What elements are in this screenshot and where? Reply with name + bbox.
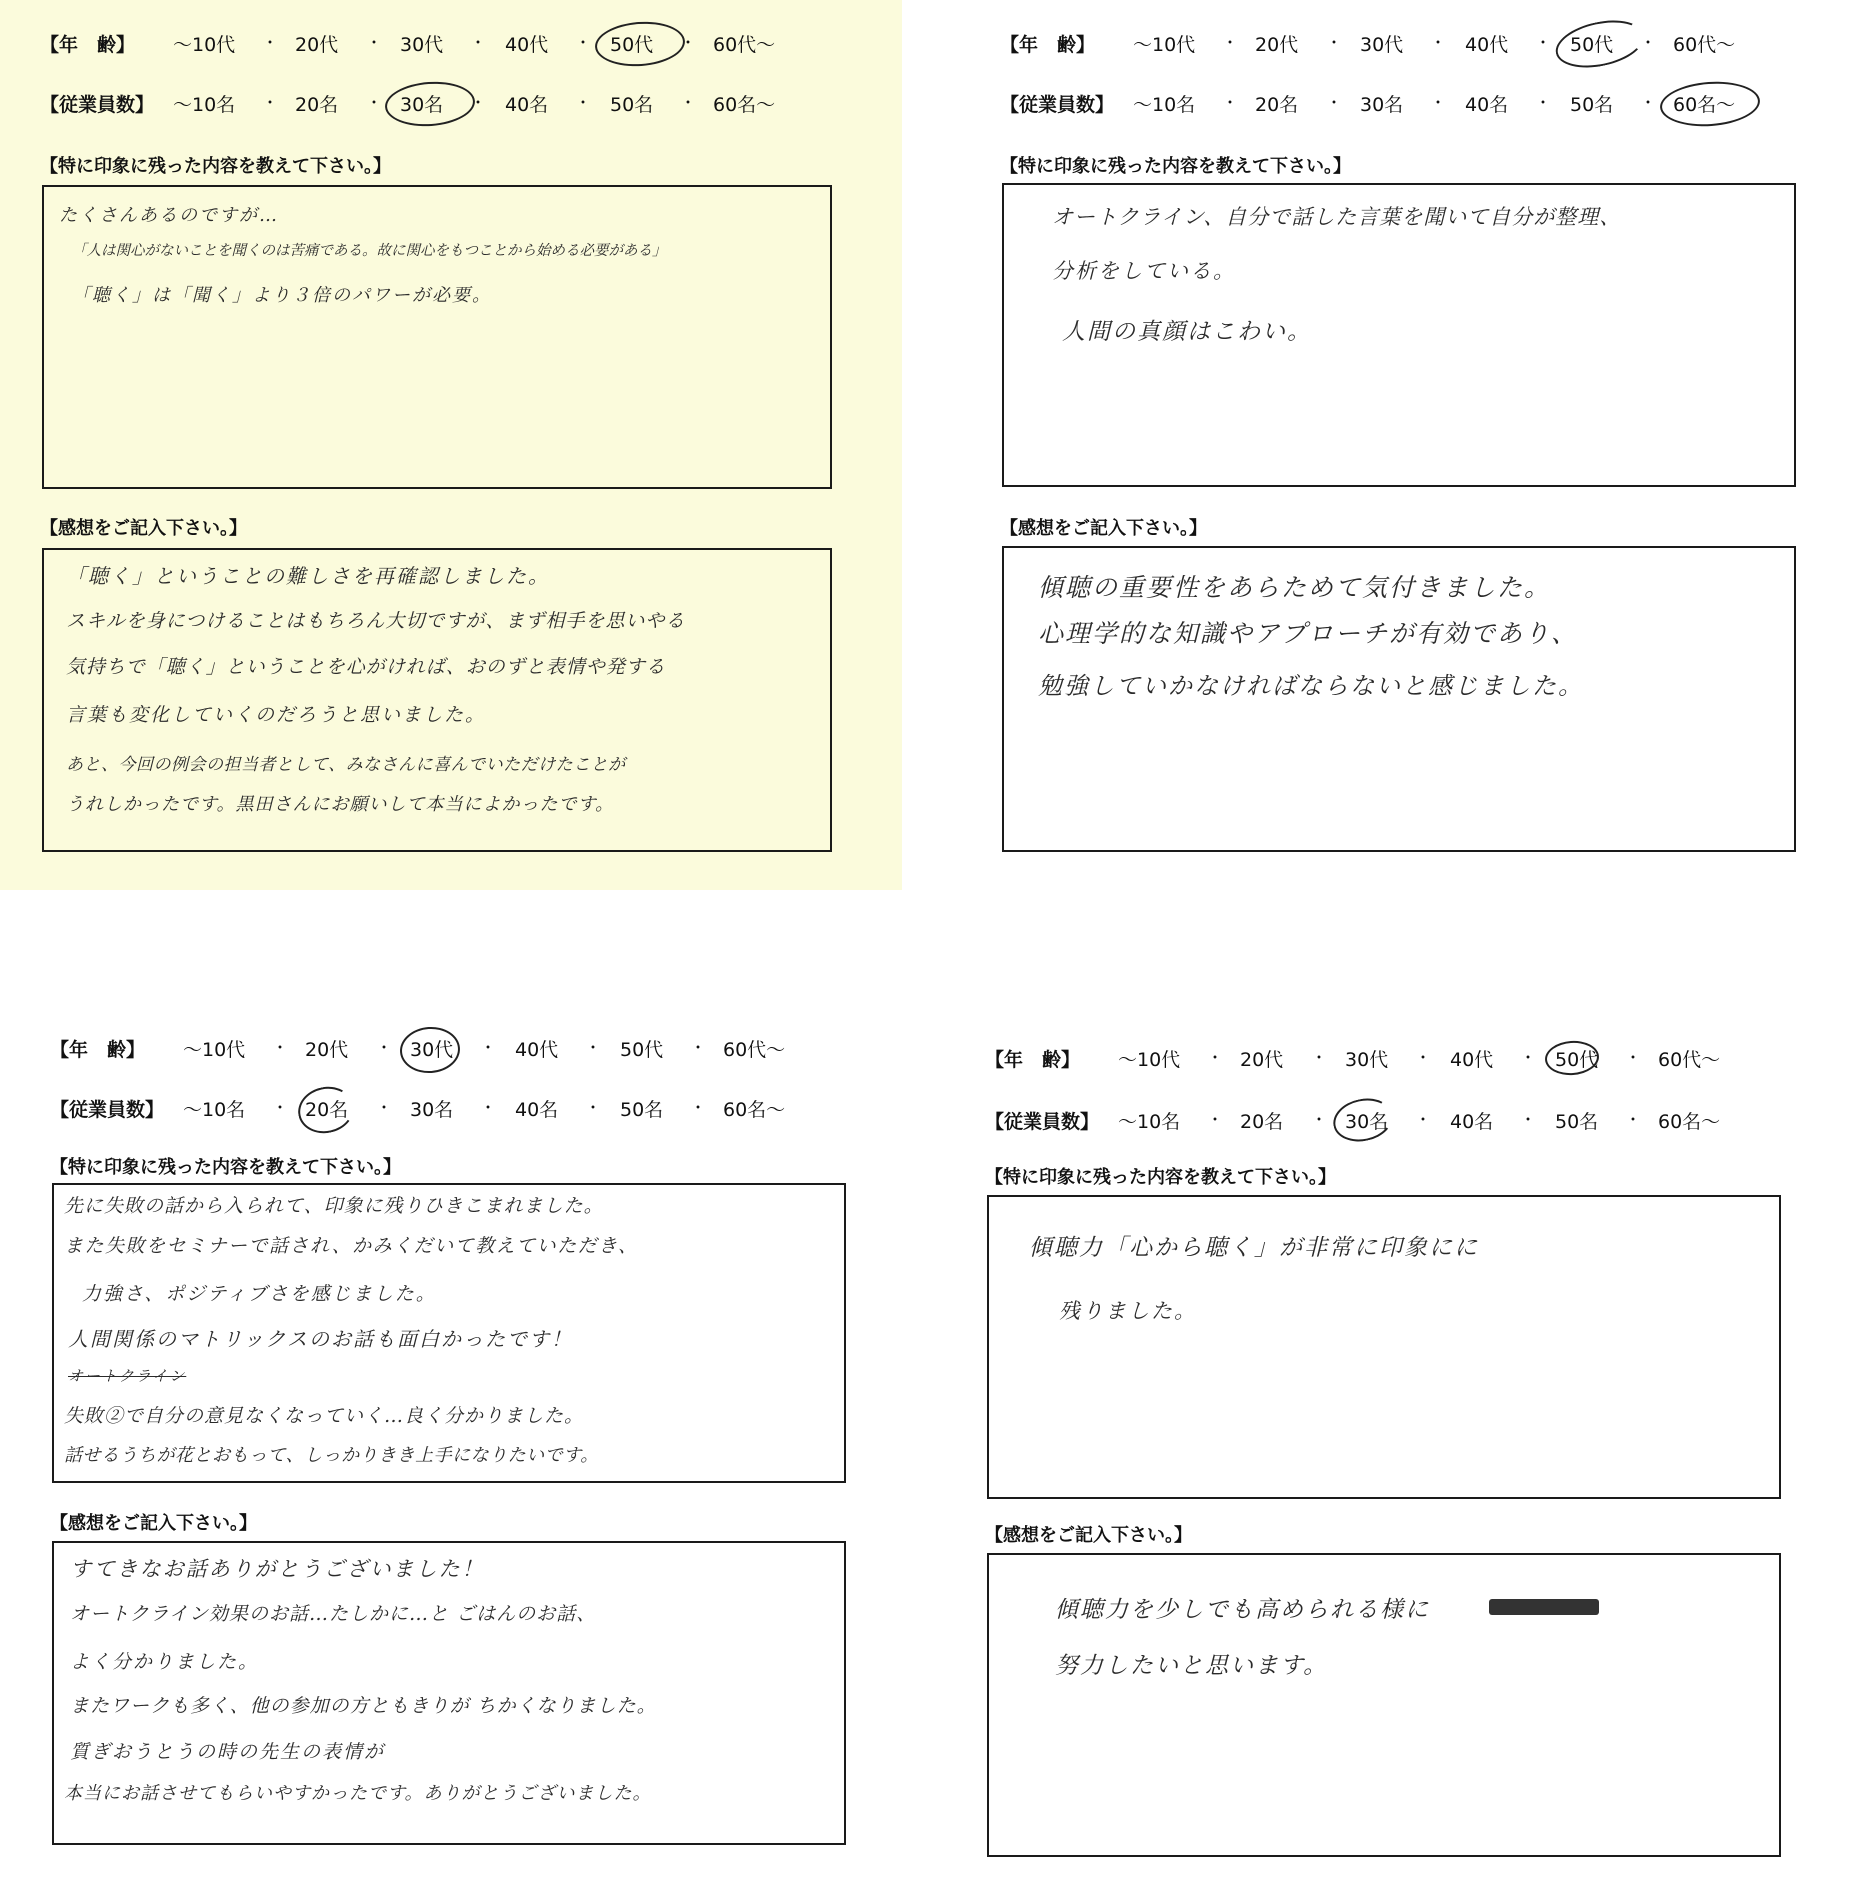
employees-option: 20名 [295,94,339,116]
age-option: 50代 [1570,34,1614,56]
survey-sheet-4 [955,1005,1868,1896]
separator-dot: ・ [1535,33,1552,52]
age-option: 30代 [400,34,444,56]
separator-dot: ・ [470,33,487,52]
selection-circle [294,1082,358,1139]
crossed-out-scribble [1489,1599,1599,1615]
employees-option: 20名 [1255,94,1299,116]
comment-heading: 【感想をご記入下さい。】 [985,1525,1192,1546]
employees-option: ～10名 [183,1099,246,1121]
separator-dot: ・ [1326,93,1343,112]
handwritten-line: 質ぎおうとうの時の先生の表情が [70,1741,386,1763]
separator-dot: ・ [1625,1048,1642,1067]
separator-dot: ・ [680,33,697,52]
employees-option: 40名 [515,1099,559,1121]
handwritten-line: 先に失敗の話から入られて、印象に残りひきこまれました。 [64,1195,604,1217]
selection-circle [1551,13,1648,75]
separator-dot: ・ [575,33,592,52]
age-label: 【年 齢】 [40,34,136,56]
impression-heading: 【特に印象に残った内容を教えて下さい。】 [985,1167,1336,1188]
employees-option: 20名 [1240,1111,1284,1133]
separator-dot: ・ [690,1038,707,1057]
employees-option: 60名～ [1673,94,1736,116]
separator-dot: ・ [366,33,383,52]
separator-dot: ・ [1326,33,1343,52]
survey-sheet-1 [0,0,902,890]
age-option: ～10代 [1133,34,1196,56]
comment-heading: 【感想をご記入下さい。】 [40,518,247,539]
comment-heading: 【感想をご記入下さい。】 [1000,518,1207,539]
handwritten-line: 心理学的な知識やアプローチが有効であり、 [1038,619,1579,648]
handwritten-line: 気持ちで「聴く」ということを心がければ、おのずと表情や発する [66,656,666,678]
separator-dot: ・ [376,1098,393,1117]
employees-option: 50名 [610,94,654,116]
age-label: 【年 齢】 [985,1049,1081,1071]
handwritten-line: たくさんあるのですが… [59,205,279,226]
separator-dot: ・ [262,33,279,52]
employees-label: 【従業員数】 [50,1099,165,1121]
handwritten-line: 傾聴の重要性をあらためて気付きました。 [1038,573,1552,602]
age-option: 50代 [610,34,654,56]
age-option: ～10代 [173,34,236,56]
separator-dot: ・ [1520,1110,1537,1129]
employees-option: 60名～ [713,94,776,116]
selection-circle [384,79,477,129]
handwritten-line: 人間関係のマトリックスのお話も面白かったです！ [68,1327,573,1351]
handwritten-line: また失敗をセミナーで話され、かみくだいて教えていただき、 [64,1235,639,1257]
employees-option: 30名 [1345,1111,1389,1133]
impression-box [52,1183,846,1483]
handwritten-line: 失敗②で自分の意見なくなっていく…良く分かりました。 [64,1405,585,1427]
age-option: 20代 [1240,1049,1284,1071]
handwritten-line: 残りました。 [1059,1299,1197,1323]
age-option: 60代～ [1673,34,1736,56]
survey-sheet-2 [960,0,1868,890]
employees-option: 50名 [1570,94,1614,116]
separator-dot: ・ [470,93,487,112]
age-row [40,22,902,62]
separator-dot: ・ [585,1038,602,1057]
comment-box [1002,546,1796,852]
selection-circle [1329,1093,1396,1147]
separator-dot: ・ [585,1098,602,1117]
separator-dot: ・ [1311,1048,1328,1067]
employees-option: 40名 [1465,94,1509,116]
handwritten-line: 勉強していかなければならないと感じました。 [1038,672,1584,700]
separator-dot: ・ [366,93,383,112]
separator-dot: ・ [1222,33,1239,52]
employees-row [50,1087,902,1127]
separator-dot: ・ [480,1098,497,1117]
age-label: 【年 齢】 [1000,34,1096,56]
separator-dot: ・ [680,93,697,112]
separator-dot: ・ [1415,1110,1432,1129]
age-row [1000,22,1868,62]
comment-box [42,548,832,852]
employees-label: 【従業員数】 [40,94,155,116]
separator-dot: ・ [1625,1110,1642,1129]
impression-heading: 【特に印象に残った内容を教えて下さい。】 [50,1157,401,1178]
age-option: 20代 [295,34,339,56]
separator-dot: ・ [1640,33,1657,52]
age-row [985,1037,1868,1077]
handwritten-line: 努力したいと思います。 [1055,1653,1329,1679]
separator-dot: ・ [1430,33,1447,52]
employees-option: 30名 [1360,94,1404,116]
handwritten-line: 傾聴力を少しでも高められる様に [1055,1597,1430,1623]
age-option: 40代 [515,1039,559,1061]
age-option: 20代 [1255,34,1299,56]
employees-option: 40名 [505,94,549,116]
employees-option: ～10名 [1133,94,1196,116]
employees-option: 20名 [305,1099,349,1121]
separator-dot: ・ [1207,1110,1224,1129]
employees-row [40,82,902,122]
age-option: 30代 [1345,1049,1389,1071]
handwritten-line: 人間の真顔はこわい。 [1062,319,1312,345]
handwritten-line: 「人は関心がないことを聞くのは苦痛である。故に関心をもつことから始める必要がある」 [72,243,667,259]
separator-dot: ・ [262,93,279,112]
age-option: 20代 [305,1039,349,1061]
handwritten-line: 話せるうちが花とおもって、しっかりきき上手になりたいです。 [64,1445,599,1466]
comment-heading: 【感想をご記入下さい。】 [50,1513,257,1534]
age-option: 60代～ [1658,1049,1721,1071]
handwritten-line: オートクライン、自分で話した言葉を聞いて自分が整理、 [1052,205,1622,229]
selection-circle [398,1025,461,1075]
separator-dot: ・ [1222,93,1239,112]
handwritten-line: よく分かりました。 [70,1651,260,1673]
handwritten-line: またワークも多く、他の参加の方ともきりが ちかくなりました。 [70,1695,657,1717]
separator-dot: ・ [575,93,592,112]
comment-box [52,1541,846,1845]
handwritten-line: あと、今回の例会の担当者として、みなさんに喜んでいただけたことが [66,755,626,775]
handwritten-line: 本当にお話させてもらいやすかったです。ありがとうございました。 [64,1783,652,1804]
selection-circle [594,19,687,69]
impression-box [42,185,832,489]
handwritten-line: すてきなお話ありがとうございました！ [70,1557,485,1581]
employees-row [985,1099,1868,1139]
impression-heading: 【特に印象に残った内容を教えて下さい。】 [1000,156,1351,177]
employees-option: 50名 [1555,1111,1599,1133]
handwritten-line: オートクライン [68,1367,187,1385]
impression-heading: 【特に印象に残った内容を教えて下さい。】 [40,156,391,177]
handwritten-line: 「聴く」は「聞く」より３倍のパワーが必要。 [72,285,492,306]
separator-dot: ・ [1535,93,1552,112]
handwritten-line: 「聴く」ということの難しさを再確認しました。 [66,564,550,588]
separator-dot: ・ [272,1038,289,1057]
separator-dot: ・ [1640,93,1657,112]
age-option: ～10代 [183,1039,246,1061]
impression-box [1002,183,1796,487]
employees-option: ～10名 [173,94,236,116]
age-option: 60代～ [713,34,776,56]
impression-box [987,1195,1781,1499]
separator-dot: ・ [1207,1048,1224,1067]
handwritten-line: うれしかったです。黒田さんにお願いして本当によかったです。 [66,794,615,815]
age-option: 40代 [1465,34,1509,56]
employees-label: 【従業員数】 [985,1111,1100,1133]
age-option: 50代 [620,1039,664,1061]
employees-option: 30名 [410,1099,454,1121]
age-option: 40代 [505,34,549,56]
employees-label: 【従業員数】 [1000,94,1115,116]
handwritten-line: 傾聴力「心から聴く」が非常に印象にに [1029,1235,1479,1261]
age-row [50,1027,902,1067]
survey-sheet-3 [0,995,902,1896]
handwritten-line: 分析をしている。 [1052,259,1236,283]
age-option: 40代 [1450,1049,1494,1071]
handwritten-line: 力強さ、ポジティブさを感じました。 [82,1283,437,1305]
separator-dot: ・ [1430,93,1447,112]
age-option: 30代 [410,1039,454,1061]
separator-dot: ・ [1311,1110,1328,1129]
separator-dot: ・ [690,1098,707,1117]
employees-option: 60名～ [723,1099,786,1121]
separator-dot: ・ [480,1038,497,1057]
employees-option: 50名 [620,1099,664,1121]
age-option: ～10代 [1118,1049,1181,1071]
employees-option: 30名 [400,94,444,116]
separator-dot: ・ [272,1098,289,1117]
selection-circle [1659,79,1762,130]
separator-dot: ・ [1520,1048,1537,1067]
separator-dot: ・ [1415,1048,1432,1067]
age-option: 50代 [1555,1049,1599,1071]
separator-dot: ・ [376,1038,393,1057]
age-option: 60代～ [723,1039,786,1061]
handwritten-line: オートクライン効果のお話…たしかに…と ごはんのお話、 [70,1603,597,1625]
employees-option: ～10名 [1118,1111,1181,1133]
age-label: 【年 齢】 [50,1039,146,1061]
employees-row [1000,82,1868,122]
handwritten-line: スキルを身につけることはもちろん大切ですが、まず相手を思いやる [66,610,686,632]
handwritten-line: 言葉も変化していくのだろうと思いました。 [66,704,487,726]
employees-option: 60名～ [1658,1111,1721,1133]
age-option: 30代 [1360,34,1404,56]
comment-box [987,1553,1781,1857]
employees-option: 40名 [1450,1111,1494,1133]
